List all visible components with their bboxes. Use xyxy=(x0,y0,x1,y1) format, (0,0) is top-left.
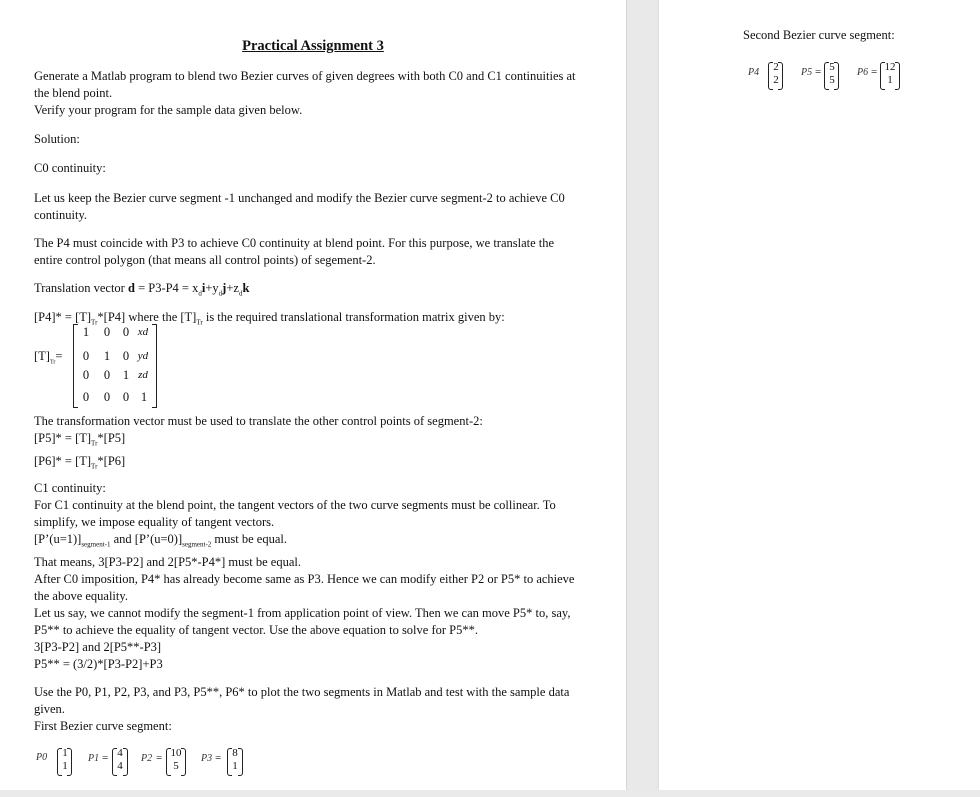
text-line: For C1 continuity at the blend point, the tangent vectors of the two curve segments must be collinear. To xyxy=(34,498,556,512)
vector-x: 5 xyxy=(829,61,835,73)
text: [P4]* = [T] xyxy=(34,310,92,324)
text: +z xyxy=(226,281,239,295)
vector-right-brace xyxy=(895,62,900,90)
vector-right-brace xyxy=(238,748,243,776)
vector-x: 10 xyxy=(170,747,182,759)
text-line: The transformation vector must be used to translate the other control points of segment-2: xyxy=(34,414,483,428)
text: Translation vector xyxy=(34,281,128,295)
vector-right-brace xyxy=(123,748,128,776)
page-gutter xyxy=(626,0,661,797)
c0-paragraph-1 xyxy=(34,190,586,224)
point-label: P4 xyxy=(748,67,760,78)
vector-x: 2 xyxy=(773,61,779,73)
matrix-cell: zd xyxy=(138,369,148,381)
text-line: P5** to achieve the equality of tangent vector. Use the above equation to solve for P5**. xyxy=(34,622,478,637)
text: j xyxy=(222,281,227,295)
point-label: P3 xyxy=(201,753,213,764)
point-label: P5 xyxy=(801,67,813,78)
matrix-cell: 0 xyxy=(122,349,130,363)
equals-sign: = xyxy=(156,752,163,764)
window-bottom-edge xyxy=(0,790,980,797)
text-line: After C0 imposition, P4* has already become same as P3. Hence we can modify either P2 or P5* to achieve xyxy=(34,571,575,586)
text: +y xyxy=(205,281,219,295)
text-line: given. xyxy=(34,702,65,716)
p4-transform-line xyxy=(34,309,586,332)
c0-heading: C0 continuity: xyxy=(34,161,106,175)
matrix-cell: 1 xyxy=(140,390,148,404)
text-line: That means, 3[P3-P2] and 2[P5*-P4*] must be equal. xyxy=(34,554,301,569)
matrix-cell: yd xyxy=(137,350,149,362)
text: i xyxy=(201,281,206,295)
matrix-cell: 1 xyxy=(103,349,111,363)
text: d xyxy=(238,289,243,298)
segment-2-heading: Second Bezier curve segment: xyxy=(743,28,895,42)
matrix-cell: 0 xyxy=(103,325,111,339)
text: segment-2 xyxy=(182,540,212,549)
point-label: P1 xyxy=(88,753,100,764)
text-line: continuity. xyxy=(34,208,88,222)
vector-y: 1 xyxy=(232,760,238,772)
text-line: First Bezier curve segment: xyxy=(34,719,172,733)
text-line: Let us keep the Bezier curve segment -1 unchanged and modify the Bezier curve segment-2 to achieve C0 xyxy=(34,191,565,205)
matrix-cell: 0 xyxy=(122,390,130,404)
text: [P’(u=1)] xyxy=(34,532,82,546)
page-title: Practical Assignment 3 xyxy=(242,38,384,54)
text: *[P6] xyxy=(97,453,126,468)
vector-right-brace xyxy=(778,62,783,90)
vector-right-brace xyxy=(181,748,186,776)
equals-sign: = xyxy=(102,752,109,764)
text: [P6]* = [T] xyxy=(34,453,92,468)
matrix-cell: 1 xyxy=(122,368,130,382)
text-line: simplify, we impose equality of tangent vectors. xyxy=(34,515,275,529)
vector-x: 1 xyxy=(62,747,68,759)
vector-y: 5 xyxy=(829,74,835,86)
p5-transform-line xyxy=(34,430,586,453)
text: Tr xyxy=(91,439,98,448)
text: *[P4] where the [T] xyxy=(97,310,197,324)
matrix-cell: 0 xyxy=(122,325,130,339)
matrix-right-bracket xyxy=(152,324,157,408)
transform-paragraph xyxy=(34,413,586,475)
text-line: The P4 must coincide with P3 to achieve C0 continuity at blend point. For this purpose, we translate the xyxy=(34,236,555,250)
text: = xyxy=(55,349,63,363)
matrix-cell: 0 xyxy=(103,390,111,404)
text-line: entire control polygon (that means all control points) of segement-2. xyxy=(34,253,376,267)
text-line: Let us say, we cannot modify the segment-1 from application point of view. Then we can move P5* to, say, xyxy=(34,605,571,620)
text: d xyxy=(198,289,202,298)
text: = P3-P4 = x xyxy=(134,281,199,295)
equals-sign: = xyxy=(871,66,878,78)
matrix-cell: 1 xyxy=(82,325,90,339)
p6-transform-line xyxy=(34,453,586,476)
matrix-cell: 0 xyxy=(82,390,90,404)
point-label: P0 xyxy=(36,752,48,763)
matrix-cell: 0 xyxy=(82,349,90,363)
text: and [P’(u=0)] xyxy=(110,532,183,546)
document-page-2 xyxy=(659,0,980,790)
text: *[P5] xyxy=(97,431,126,445)
text-line: the above equality. xyxy=(34,588,128,603)
text-line: Use the P0, P1, P2, P3, and P3, P5**, P6* to plot the two segments in Matlab and test with the sample data xyxy=(34,685,570,699)
equals-sign: = xyxy=(215,752,222,764)
vector-right-brace xyxy=(834,62,839,90)
vector-right-brace xyxy=(67,748,72,776)
text: segment-1 xyxy=(81,540,111,549)
equals-sign: = xyxy=(815,66,822,78)
text: Tr xyxy=(49,359,56,366)
text: k xyxy=(242,281,250,295)
translation-vector-line xyxy=(34,280,586,303)
vector-x: 12 xyxy=(884,61,896,73)
vector-y: 4 xyxy=(117,760,123,772)
text: d xyxy=(127,281,135,295)
matrix-cell: 0 xyxy=(82,368,90,382)
text-line: P5** = (3/2)*[P3-P2]+P3 xyxy=(34,656,163,671)
text: must be equal. xyxy=(211,532,287,546)
vector-y: 2 xyxy=(773,74,779,86)
c1-section xyxy=(34,480,586,673)
text: d xyxy=(218,289,223,298)
c0-paragraph-2 xyxy=(34,235,586,269)
text-line: 3[P3-P2] and 2[P5**-P3] xyxy=(34,639,162,654)
vector-y: 1 xyxy=(62,760,68,772)
matrix-cell: xd xyxy=(137,326,149,338)
point-label: P6 xyxy=(857,67,869,78)
text: is the required translational transformation matrix given by: xyxy=(202,310,505,324)
intro-line: Generate a Matlab program to blend two Bezier curves of given degrees with both C0 and C1 continuities at xyxy=(34,69,576,83)
vector-y: 1 xyxy=(887,74,893,86)
c1-heading: C1 continuity: xyxy=(34,481,106,495)
text: Tr xyxy=(91,318,98,327)
matrix-label xyxy=(34,349,62,366)
solution-heading: Solution: xyxy=(34,132,80,146)
intro-line: Verify your program for the sample data given below. xyxy=(34,103,303,117)
vector-x: 4 xyxy=(117,747,123,759)
text: [T] xyxy=(34,349,50,363)
matrix-left-bracket xyxy=(73,324,78,408)
text: Tr xyxy=(91,462,98,470)
intro-line: the blend point. xyxy=(34,86,113,100)
intro-paragraph xyxy=(34,68,586,119)
point-label: P2 xyxy=(141,753,153,764)
text: Tr xyxy=(196,318,203,327)
use-paragraph xyxy=(34,684,586,735)
matrix-cell: 0 xyxy=(103,368,111,382)
vector-x: 8 xyxy=(232,747,238,759)
tangent-line xyxy=(34,531,586,554)
vector-y: 5 xyxy=(173,760,179,772)
text: [P5]* = [T] xyxy=(34,431,92,445)
